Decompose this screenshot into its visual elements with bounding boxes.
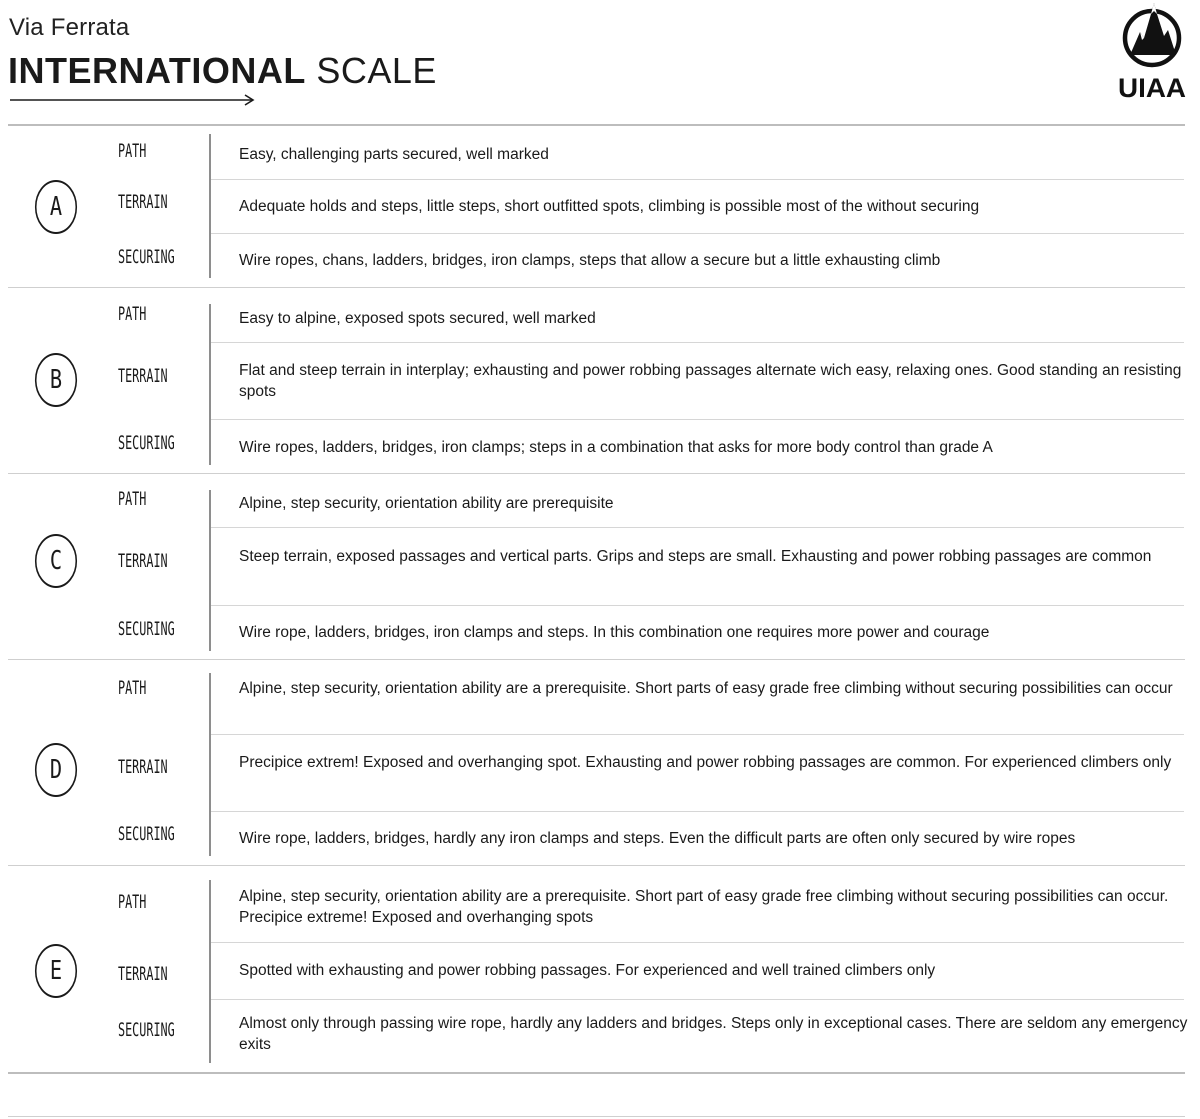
label-terrain: TERRAIN: [118, 191, 168, 213]
grade-b-securing: Wire ropes, ladders, bridges, iron clamps; steps in a combination that asks for more body control than grade A: [239, 439, 993, 456]
label-path: PATH: [118, 677, 147, 699]
header-rule: [8, 124, 1185, 126]
grade-c-terrain: Steep terrain, exposed passages and vertical parts. Grips and steps are small. Exhausting and power robbing passages are common: [239, 548, 1152, 565]
grade-e-securing: Almost only through passing wire rope, hardly any ladders and bridges. Steps only in exceptional cases. There are seldom any emergency exits: [239, 1015, 1188, 1053]
row-separator: [211, 419, 1184, 420]
grade-d-path: Alpine, step security, orientation ability are a prerequisite. Short parts of easy grade free climbing without securing possibilities can occur: [239, 680, 1173, 697]
grade-separator: [8, 659, 1185, 660]
grade-a-securing: Wire ropes, chans, ladders, bridges, iron clamps, steps that allow a secure but a little exhausting climb: [239, 252, 941, 269]
uiaa-wordmark: [1116, 73, 1188, 101]
row-separator: [211, 179, 1184, 180]
row-separator: [211, 999, 1184, 1000]
label-path: PATH: [118, 140, 147, 162]
grade-divider: [209, 304, 211, 465]
grade-b-terrain: Flat and steep terrain in interplay; exhausting and power robbing passages alternate wich easy, relaxing ones. Good standing an resisting spots: [239, 362, 1182, 400]
page-subtitle: Via Ferrata: [9, 14, 130, 41]
arrow-right-icon: [10, 94, 256, 106]
mountain-icon: [1116, 0, 1188, 68]
grade-a-terrain: Adequate holds and steps, little steps, short outfitted spots, climbing is possible most of the without securing: [239, 198, 980, 215]
uiaa-logo: [1116, 0, 1188, 100]
grade-c-path: Alpine, step security, orientation ability are prerequisite: [239, 495, 614, 512]
label-securing: SECURING: [118, 618, 175, 640]
grade-b-path: Easy to alpine, exposed spots secured, well marked: [239, 310, 596, 327]
grade-c-securing: Wire rope, ladders, bridges, iron clamps and steps. In this combination one requires more power and courage: [239, 624, 990, 641]
grade-a-path: Easy, challenging parts secured, well marked: [239, 146, 549, 163]
label-terrain: TERRAIN: [118, 963, 168, 985]
grade-e-path: Alpine, step security, orientation ability are a prerequisite. Short part of easy grade free climbing without securing possibilities can occur. Precipice extreme! Exposed and overhanging spots: [239, 888, 1169, 926]
label-path: PATH: [118, 488, 147, 510]
label-terrain: TERRAIN: [118, 550, 168, 572]
grade-divider: [209, 673, 211, 856]
label-terrain: TERRAIN: [118, 756, 168, 778]
grade-d-securing: Wire rope, ladders, bridges, hardly any iron clamps and steps. Even the difficult parts are often only secured by wire ropes: [239, 830, 1076, 847]
title-bold: INTERNATIONAL: [8, 50, 306, 91]
grade-divider: [209, 490, 211, 651]
grade-e-badge: E: [35, 944, 77, 998]
grade-a-badge: A: [35, 180, 77, 234]
label-terrain: TERRAIN: [118, 365, 168, 387]
grade-b-badge: B: [35, 353, 77, 407]
row-separator: [211, 527, 1184, 528]
grade-e-terrain: Spotted with exhausting and power robbing passages. For experienced and well trained climbers only: [239, 962, 936, 979]
grade-separator: [8, 865, 1185, 866]
page-title: [8, 50, 437, 92]
grade-divider: [209, 134, 211, 278]
label-securing: SECURING: [118, 823, 175, 845]
grade-d-terrain: Precipice extrem! Exposed and overhanging spot. Exhausting and power robbing passages are common. For experienced climbers only: [239, 754, 1172, 771]
grade-separator: [8, 287, 1185, 288]
label-securing: SECURING: [118, 246, 175, 268]
page-header: [0, 0, 1200, 126]
grade-divider: [209, 880, 211, 1063]
row-separator: [211, 811, 1184, 812]
row-separator: [211, 605, 1184, 606]
label-path: PATH: [118, 303, 147, 325]
grade-d-badge: D: [35, 743, 77, 797]
grade-c-badge: C: [35, 534, 77, 588]
logo-text: UIAA: [1118, 73, 1186, 101]
label-securing: SECURING: [118, 1019, 175, 1041]
row-separator: [211, 734, 1184, 735]
footer-rule: [8, 1072, 1185, 1074]
label-path: PATH: [118, 891, 147, 913]
row-separator: [211, 342, 1184, 343]
label-securing: SECURING: [118, 432, 175, 454]
row-separator: [211, 942, 1184, 943]
bottom-rule: [8, 1116, 1185, 1117]
title-light: SCALE: [305, 50, 437, 91]
grade-separator: [8, 473, 1185, 474]
row-separator: [211, 233, 1184, 234]
